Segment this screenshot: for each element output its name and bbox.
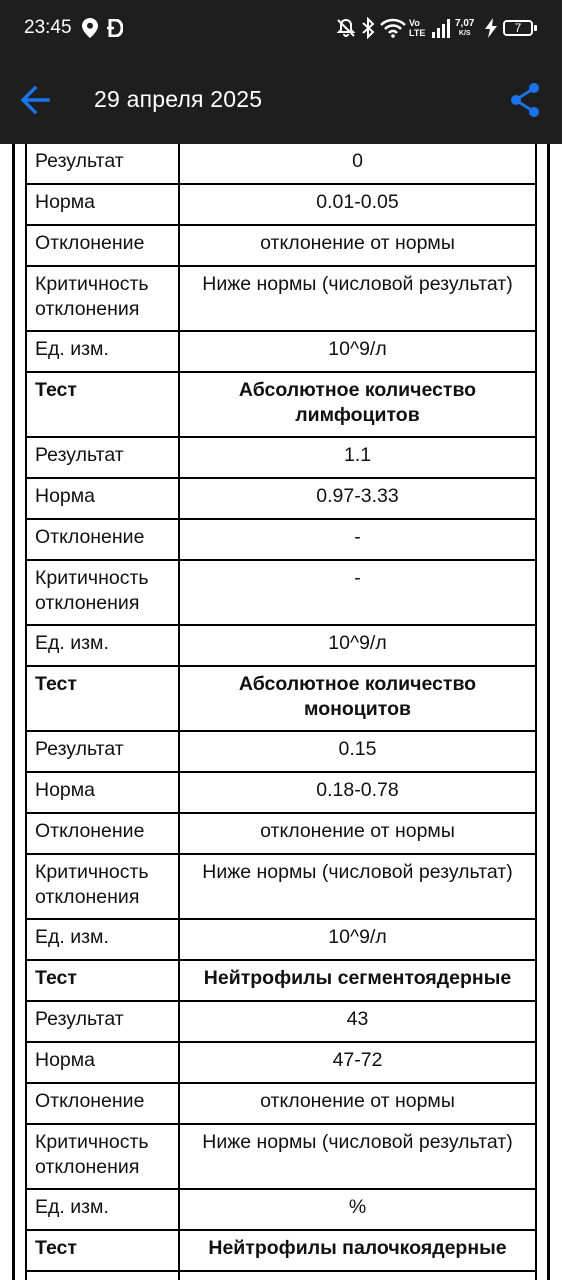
signal-icon (431, 18, 451, 38)
row-label: Результат (26, 1001, 179, 1042)
volte-indicator (409, 18, 425, 38)
battery-icon (503, 20, 533, 36)
row-value: - (179, 519, 536, 560)
content-border-right (547, 144, 550, 1280)
table-row (26, 1189, 536, 1230)
row-label: Тест (26, 372, 179, 437)
table-row (26, 625, 536, 666)
arrow-left-icon (14, 78, 58, 122)
row-value (179, 1271, 536, 1280)
row-label: Тест (26, 960, 179, 1001)
row-label: Ед. изм. (26, 919, 179, 960)
app-notification-icon (107, 19, 123, 37)
row-value: Ниже нормы (числовой результат) (179, 1124, 536, 1189)
table-row (26, 1083, 536, 1124)
row-value: отклонение от нормы (179, 813, 536, 854)
bluetooth-icon (361, 17, 375, 39)
row-label: Норма (26, 1042, 179, 1083)
results-table (25, 144, 537, 1280)
row-label: Критичность отклонения (26, 854, 179, 919)
network-speed (455, 19, 474, 39)
test-name-row (26, 666, 536, 731)
charging-icon (484, 18, 498, 38)
row-value: Абсолютное количество моноцитов (179, 666, 536, 731)
volte-top: Vo (409, 18, 420, 28)
share-button[interactable] (504, 78, 548, 122)
back-button[interactable] (14, 78, 58, 122)
row-value: 10^9/л (179, 625, 536, 666)
row-value: Абсолютное количество лимфоцитов (179, 372, 536, 437)
wifi-icon (380, 18, 406, 38)
page-title: 29 апреля 2025 (94, 86, 263, 112)
row-value: % (179, 1189, 536, 1230)
location-icon (82, 18, 98, 38)
row-value: 47-72 (179, 1042, 536, 1083)
row-label: Результат (26, 731, 179, 772)
row-value: 0 (179, 144, 536, 184)
app-bar (0, 56, 562, 144)
content-border-left (12, 144, 15, 1280)
table-row (26, 266, 536, 331)
table-row (26, 731, 536, 772)
table-row (26, 144, 536, 184)
row-label: Критичность отклонения (26, 266, 179, 331)
row-value: Ниже нормы (числовой результат) (179, 266, 536, 331)
table-row (26, 184, 536, 225)
test-name-row (26, 1230, 536, 1271)
row-label: Норма (26, 478, 179, 519)
network-speed-unit: K/S (458, 30, 471, 37)
row-label: Норма (26, 184, 179, 225)
row-label: Отклонение (26, 813, 179, 854)
row-label: Тест (26, 666, 179, 731)
status-time: 23:45 (24, 17, 72, 38)
table-row (26, 478, 536, 519)
table-row (26, 919, 536, 960)
table-row (26, 437, 536, 478)
row-label: Ед. изм. (26, 625, 179, 666)
network-speed-value: 7,07 (455, 18, 475, 29)
row-label: Критичность отклонения (26, 560, 179, 625)
row-value: 1.1 (179, 437, 536, 478)
test-name-row (26, 960, 536, 1001)
table-row (26, 1271, 536, 1280)
row-label: Тест (26, 1230, 179, 1271)
row-label: Норма (26, 772, 179, 813)
table-row (26, 772, 536, 813)
row-label: Отклонение (26, 519, 179, 560)
table-row (26, 1124, 536, 1189)
row-value: 10^9/л (179, 331, 536, 372)
row-label: Ед. изм. (26, 1189, 179, 1230)
table-row (26, 225, 536, 266)
row-value: 43 (179, 1001, 536, 1042)
test-name-row (26, 372, 536, 437)
results-content[interactable] (0, 144, 562, 1280)
table-row (26, 813, 536, 854)
table-row (26, 560, 536, 625)
table-row (26, 519, 536, 560)
table-row (26, 331, 536, 372)
table-row (26, 1001, 536, 1042)
row-value: Нейтрофилы палочкоядерные (179, 1230, 536, 1271)
row-label: Результат (26, 437, 179, 478)
row-label: Результат (26, 144, 179, 184)
row-label: Ед. изм. (26, 331, 179, 372)
row-value: 0.01-0.05 (179, 184, 536, 225)
row-label (26, 1271, 179, 1280)
row-value: 0.15 (179, 731, 536, 772)
mute-icon (336, 18, 356, 38)
row-value: 0.18-0.78 (179, 772, 536, 813)
share-icon (504, 78, 548, 122)
row-label: Отклонение (26, 1083, 179, 1124)
row-value: отклонение от нормы (179, 225, 536, 266)
status-bar (0, 0, 562, 56)
row-value: - (179, 560, 536, 625)
row-value: отклонение от нормы (179, 1083, 536, 1124)
battery-tip (534, 25, 537, 31)
table-row (26, 854, 536, 919)
row-value: Ниже нормы (числовой результат) (179, 854, 536, 919)
table-row (26, 1042, 536, 1083)
row-value: 10^9/л (179, 919, 536, 960)
row-label: Отклонение (26, 225, 179, 266)
volte-bottom: LTE (409, 28, 426, 38)
row-value: Нейтрофилы сегментоядерные (179, 960, 536, 1001)
row-value: 0.97-3.33 (179, 478, 536, 519)
row-label: Критичность отклонения (26, 1124, 179, 1189)
battery-level: 7 (514, 21, 522, 35)
